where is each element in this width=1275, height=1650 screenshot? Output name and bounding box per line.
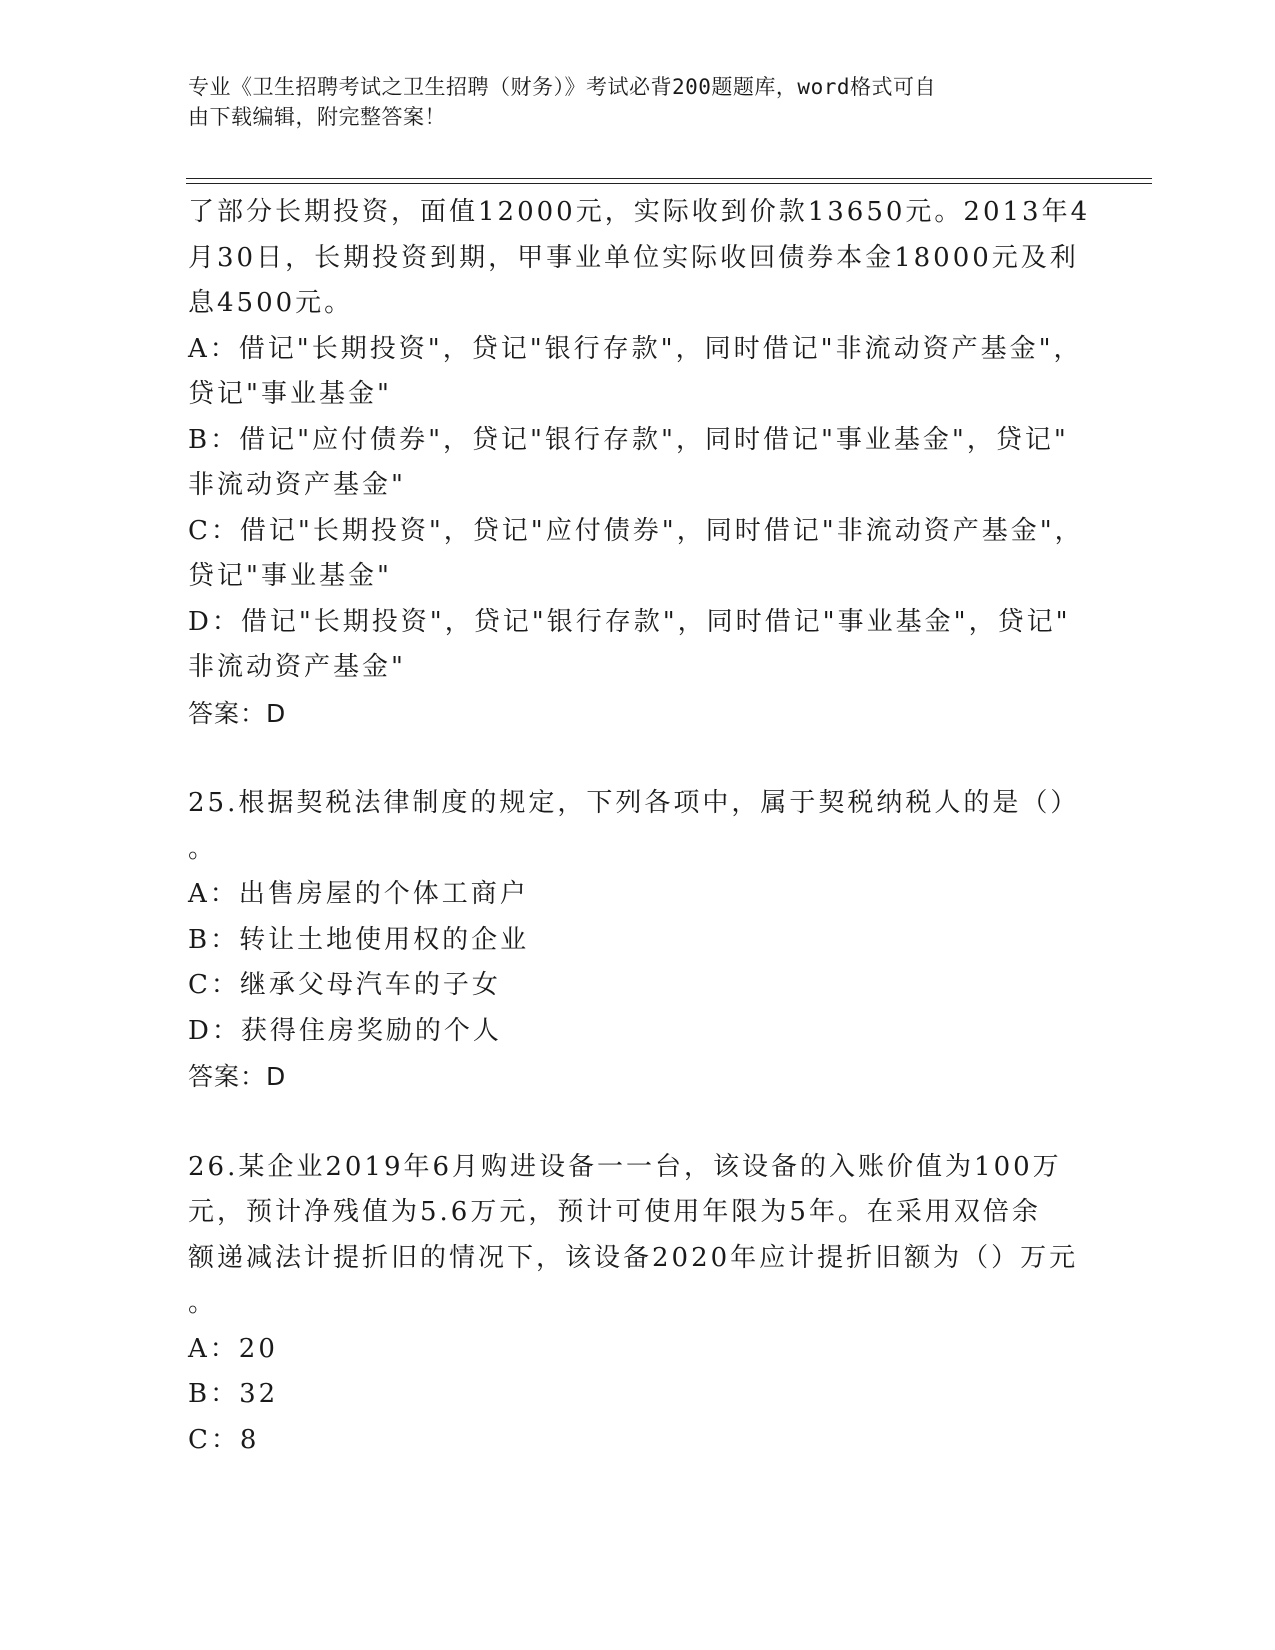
spacer xyxy=(188,736,1088,781)
document-body xyxy=(188,190,1091,1463)
option-b-continued: 非流动资产基金" xyxy=(188,470,406,500)
question-24 xyxy=(188,190,1091,736)
page-header xyxy=(188,72,1068,132)
question-stem-line: 。 xyxy=(188,833,218,864)
header-line-2: 由下载编辑，附完整答案！ xyxy=(188,105,446,129)
question-stem-line: 了部分长期投资，面值12000元，实际收到价款13650元。2013年4 xyxy=(188,197,1091,227)
spacer xyxy=(188,1100,1088,1145)
question-stem-line: 25.根据契税法律制度的规定，下列各项中，属于契税纳税人的是（） xyxy=(188,788,1080,818)
option-a-continued: 贷记"事业基金" xyxy=(188,379,392,409)
option-b: B：32 xyxy=(188,1379,279,1409)
question-stem-line: 息4500元。 xyxy=(188,288,354,318)
question-stem-line: 月30日，长期投资到期，甲事业单位实际收回债券本金18000元及利 xyxy=(188,242,1079,273)
header-line-1: 专业《卫生招聘考试之卫生招聘（财务）》考试必背200题题库，word格式可自 xyxy=(188,75,936,99)
question-stem-line: 26.某企业2019年6月购进设备一一台，该设备的入账价值为100万 xyxy=(188,1151,1062,1182)
option-c: C：继承父母汽车的子女 xyxy=(188,970,501,1000)
question-stem-line: 元，预计净残值为5.6万元，预计可使用年限为5年。在采用双倍余 xyxy=(188,1197,1041,1227)
option-a: A：借记"长期投资"，贷记"银行存款"，同时借记"非流动资产基金"， xyxy=(188,333,1083,364)
option-b: B：转让土地使用权的企业 xyxy=(188,924,530,955)
question-stem-line: 额递减法计提折旧的情况下，该设备2020年应计提折旧额为（）万元 xyxy=(188,1242,1079,1273)
option-d: D：获得住房奖励的个人 xyxy=(188,1015,502,1046)
option-c: C：借记"长期投资"，贷记"应付债券"，同时借记"非流动资产基金"， xyxy=(188,515,1084,546)
header-divider-bottom xyxy=(186,183,1152,184)
option-a: A：20 xyxy=(188,1333,278,1364)
option-b: B：借记"应付债券"，贷记"银行存款"，同时借记"事业基金"，贷记" xyxy=(188,424,1069,455)
question-26 xyxy=(188,1145,1088,1464)
option-a: A：出售房屋的个体工商户 xyxy=(188,879,529,909)
question-25 xyxy=(188,781,1088,1100)
option-c-continued: 贷记"事业基金" xyxy=(188,561,392,591)
option-d-continued: 非流动资产基金" xyxy=(188,652,406,682)
answer: 答案：D xyxy=(188,698,287,728)
option-c: C：8 xyxy=(188,1424,260,1455)
question-stem-line: 。 xyxy=(188,1288,218,1318)
header-divider-top xyxy=(186,178,1152,179)
option-d: D：借记"长期投资"，贷记"银行存款"，同时借记"事业基金"，贷记" xyxy=(188,606,1071,637)
answer: 答案：D xyxy=(188,1062,287,1091)
